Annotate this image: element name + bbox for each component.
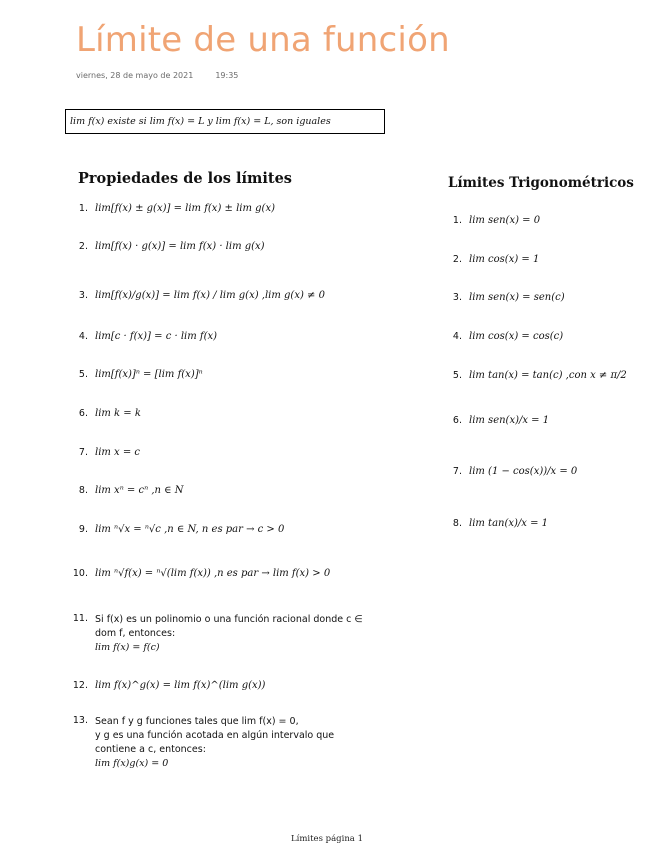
trig-item: 1. lim sen(x) = 0 xyxy=(452,215,541,226)
trig-item: 3. lim sen(x) = sen(c) xyxy=(452,292,565,303)
properties-heading: Propiedades de los límites xyxy=(78,170,292,187)
time: 19:35 xyxy=(215,71,239,80)
property-item: 5. lim[f(x)]ⁿ = [lim f(x)]ⁿ xyxy=(78,369,203,380)
definition-box xyxy=(65,109,385,134)
property-item: 6. lim k = k xyxy=(78,408,141,419)
trig-item: 7. lim (1 − cos(x))/x = 0 xyxy=(452,466,578,477)
property-item: 4. lim[c · f(x)] = c · lim f(x) xyxy=(78,331,218,342)
property-item: 9. lim ⁿ√x = ⁿ√c ,n ∈ N, n es par → c > 0 xyxy=(78,524,285,535)
date-time xyxy=(76,71,238,80)
property-item: 12. lim f(x)^g(x) = lim f(x)^(lim g(x)) xyxy=(72,680,266,691)
property-item: 2. lim[f(x) · g(x)] = lim f(x) · lim g(x) xyxy=(78,241,265,252)
property-item: 8. lim xⁿ = cⁿ ,n ∈ N xyxy=(78,485,184,496)
trig-item: 8. lim tan(x)/x = 1 xyxy=(452,518,549,529)
trig-item: 5. lim tan(x) = tan(c) ,con x ≠ π/2 xyxy=(452,370,627,381)
trig-item: 6. lim sen(x)/x = 1 xyxy=(452,415,550,426)
property-item: 1. lim[f(x) ± g(x)] = lim f(x) ± lim g(x) xyxy=(78,203,275,214)
trig-item: 2. lim cos(x) = 1 xyxy=(452,254,540,265)
page-footer: Límites página 1 xyxy=(291,834,363,844)
definition-formula: lim f(x) existe si lim f(x) = L y lim f(x) = L, son iguales xyxy=(70,116,331,127)
property-item: 10. lim ⁿ√f(x) = ⁿ√(lim f(x)) ,n es par → lim f(x) > 0 xyxy=(72,568,331,579)
date: viernes, 28 de mayo de 2021 xyxy=(76,71,194,80)
property-item: 13. Sean f y g funciones tales que lim f(x) = 0, y g es una función acotada en algún intervalo que contiene a c, entonces: lim f(x)g(x) = 0 xyxy=(72,715,335,769)
property-item: 3. lim[f(x)/g(x)] = lim f(x) / lim g(x) ,lim g(x) ≠ 0 xyxy=(78,290,325,301)
property-item: 11. Si f(x) es un polinomio o una función racional donde c ∈ dom f, entonces: lim f(x) = f(c) xyxy=(72,613,363,653)
page-title: Límite de una función xyxy=(76,20,450,60)
trig-item: 4. lim cos(x) = cos(c) xyxy=(452,331,564,342)
property-item: 7. lim x = c xyxy=(78,447,141,458)
trig-heading: Límites Trigonométricos xyxy=(448,175,634,191)
